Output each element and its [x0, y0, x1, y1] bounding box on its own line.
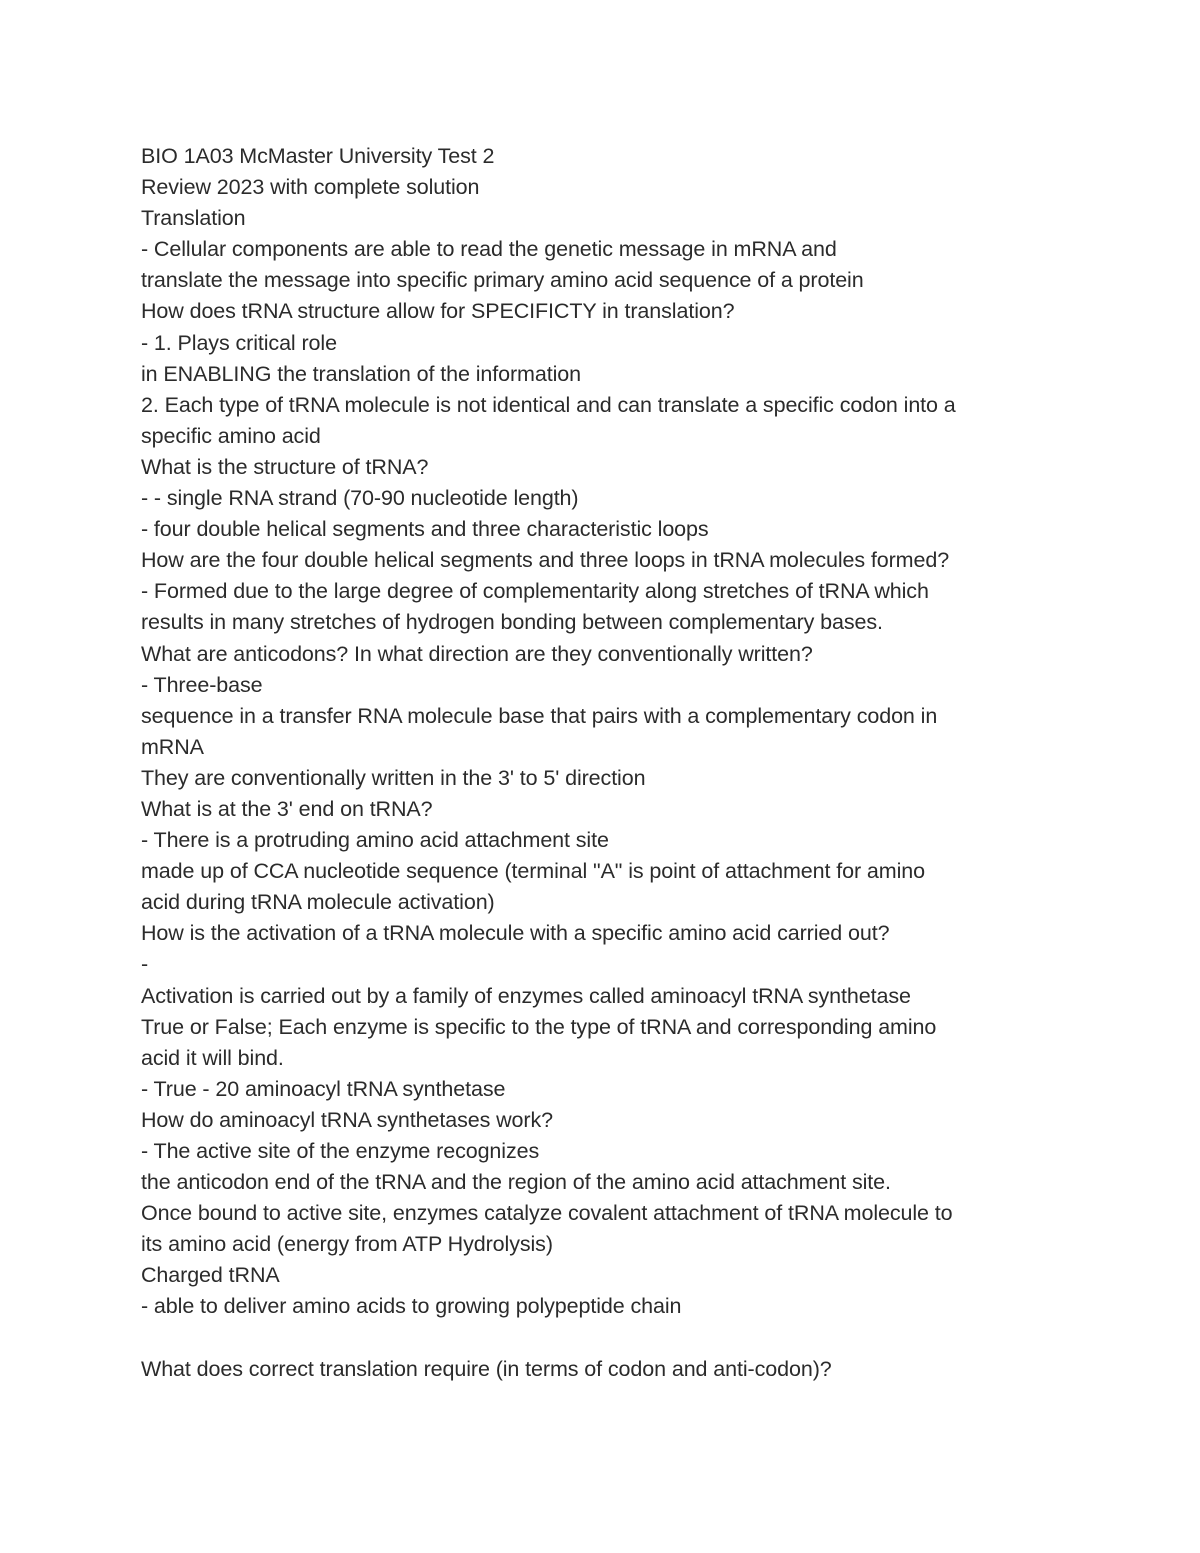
blank-line [141, 1323, 1101, 1354]
text-line: Activation is carried out by a family of enzymes called aminoacyl tRNA synthetase [141, 983, 911, 1008]
document-title-line: BIO 1A03 McMaster University Test 2 [141, 144, 495, 168]
answer-line: - 1. Plays critical role [141, 330, 337, 355]
text-line: 2. Each type of tRNA molecule is not identical and can translate a specific codon into a [141, 392, 956, 417]
answer-line: - There is a protruding amino acid attachment site [141, 828, 609, 853]
question-line: What is the structure of tRNA? [141, 454, 429, 479]
question-line: What does correct translation require (in terms of codon and anti-codon)? [141, 1356, 832, 1381]
answer-line: - four double helical segments and three characteristic loops [141, 517, 709, 542]
text-line: in ENABLING the translation of the information [141, 361, 581, 386]
answer-line: - The active site of the enzyme recognizes [141, 1139, 540, 1163]
answer-line: - Three-base [141, 672, 263, 697]
text-line: acid it will bind. [141, 1045, 284, 1070]
text-line: specific amino acid [141, 423, 321, 448]
text-line: the anticodon end of the tRNA and the region of the amino acid attachment site. [141, 1170, 891, 1195]
answer-line: - Formed due to the large degree of complementarity along stretches of tRNA which [141, 579, 929, 604]
text-line: mRNA [141, 734, 204, 759]
answer-line: - [141, 952, 149, 977]
text-line: - Cellular components are able to read the genetic message in mRNA and [141, 237, 837, 262]
text-line: made up of CCA nucleotide sequence (terminal "A" is point of attachment for amino [141, 859, 925, 884]
question-line: What are anticodons? In what direction are they conventionally written? [141, 641, 813, 666]
answer-line: - True - 20 aminoacyl tRNA synthetase [141, 1076, 506, 1101]
question-line: How does tRNA structure allow for SPECIFICTY in translation? [141, 299, 735, 324]
answer-line: - - single RNA strand (70-90 nucleotide length) [141, 486, 579, 511]
text-line: results in many stretches of hydrogen bonding between complementary bases. [141, 610, 883, 635]
text-line: They are conventionally written in the 3' to 5' direction [141, 765, 646, 790]
text-line: its amino acid (energy from ATP Hydrolysis) [141, 1232, 553, 1257]
section-heading-translation: Translation [141, 206, 246, 231]
question-line: What is at the 3' end on tRNA? [141, 796, 433, 821]
document-body [141, 141, 1101, 1385]
answer-line: - able to deliver amino acids to growing polypeptide chain [141, 1294, 682, 1319]
text-line: sequence in a transfer RNA molecule base that pairs with a complementary codon in [141, 703, 938, 728]
text-line: Once bound to active site, enzymes catalyze covalent attachment of tRNA molecule to [141, 1201, 953, 1226]
question-line: True or False; Each enzyme is specific to the type of tRNA and corresponding amino [141, 1014, 937, 1039]
text-line: acid during tRNA molecule activation) [141, 890, 495, 915]
question-line: How do aminoacyl tRNA synthetases work? [141, 1107, 553, 1132]
question-line: Charged tRNA [141, 1263, 280, 1288]
text-line: translate the message into specific primary amino acid sequence of a protein [141, 268, 864, 293]
question-line: How is the activation of a tRNA molecule with a specific amino acid carried out? [141, 921, 890, 946]
document-subtitle-line: Review 2023 with complete solution [141, 175, 480, 200]
question-line: How are the four double helical segments and three loops in tRNA molecules formed? [141, 548, 950, 573]
